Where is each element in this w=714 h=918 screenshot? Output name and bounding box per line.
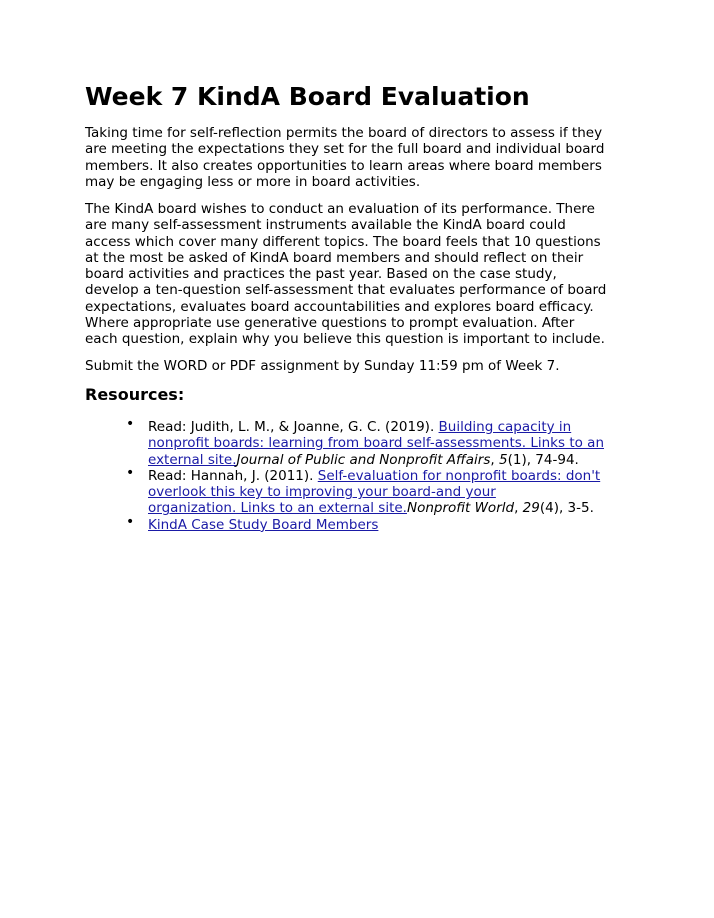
paragraph-line: are many self-assessment instruments available the KindA board could — [85, 217, 566, 234]
citation-issue-pages: (1), 74-94. — [507, 451, 579, 468]
paragraph-line: develop a ten-question self-assessment that evaluates performance of board — [85, 282, 607, 299]
bullet-icon: • — [126, 513, 135, 530]
paragraph-line: each question, explain why you believe this question is important to include. — [85, 331, 605, 348]
resources-list — [126, 416, 648, 533]
submission-paragraph — [85, 358, 645, 374]
citation-separator: , — [514, 500, 523, 517]
resource-link-self-evaluation[interactable]: overlook this key to improving your board-and your — [148, 484, 496, 501]
paragraph-line: The KindA board wishes to conduct an evaluation of its performance. There — [85, 201, 595, 217]
paragraph-line: expectations, evaluates board accountabilities and explores board efficacy. — [85, 298, 594, 315]
resource-item — [126, 513, 648, 533]
resource-link-self-evaluation[interactable]: Self-evaluation for nonprofit boards: don't — [317, 467, 601, 484]
instructions-paragraph — [85, 201, 645, 348]
resource-link-building-capacity[interactable]: Building capacity in — [438, 419, 572, 435]
journal-name: Journal of Public and Nonprofit Affairs — [236, 451, 491, 468]
bullet-icon: • — [126, 464, 135, 481]
journal-name: Nonprofit World — [406, 500, 515, 517]
paragraph-line: at the most be asked of KindA board members and should reflect on their — [85, 249, 584, 266]
bullet-icon: • — [126, 416, 135, 432]
paragraph-line: members. It also creates opportunities to learn areas where board members — [85, 157, 602, 174]
citation-issue-pages: (4), 3-5. — [539, 500, 594, 517]
intro-paragraph — [85, 125, 645, 190]
resource-link-building-capacity[interactable]: nonprofit boards: learning from board self-assessments. Links to an — [148, 435, 605, 452]
resources-heading: Resources: — [85, 385, 185, 404]
paragraph-line: Where appropriate use generative questions to prompt evaluation. After — [85, 315, 575, 332]
resource-link-self-evaluation[interactable]: organization. Links to an external site. — [148, 500, 407, 517]
resource-item — [126, 416, 648, 468]
paragraph-line: are meeting the expectations they set for the full board and individual board — [85, 141, 605, 158]
paragraph-line: may be engaging less or more in board activities. — [85, 173, 421, 190]
paragraph-line: access which cover many different topics. The board feels that 10 questions — [85, 233, 601, 250]
resource-link-case-study[interactable]: KindA Case Study Board Members — [148, 516, 379, 533]
submission-text: Submit the WORD or PDF assignment by Sunday 11:59 pm of Week 7. — [85, 358, 560, 374]
page-title: Week 7 KindA Board Evaluation — [85, 82, 530, 111]
citation-separator: , — [490, 451, 499, 468]
journal-volume: 5 — [499, 451, 508, 468]
resource-item — [126, 464, 648, 517]
paragraph-line: board activities and practices the past year. Based on the case study, — [85, 266, 557, 283]
citation-prefix: Read: Hannah, J. (2011). — [148, 467, 318, 484]
citation-prefix: Read: Judith, L. M., & Joanne, G. C. (2019). — [148, 419, 439, 435]
resource-link-building-capacity[interactable]: external site. — [148, 451, 237, 468]
paragraph-line: Taking time for self-reflection permits the board of directors to assess if they — [85, 125, 603, 141]
journal-volume: 29 — [522, 500, 540, 517]
